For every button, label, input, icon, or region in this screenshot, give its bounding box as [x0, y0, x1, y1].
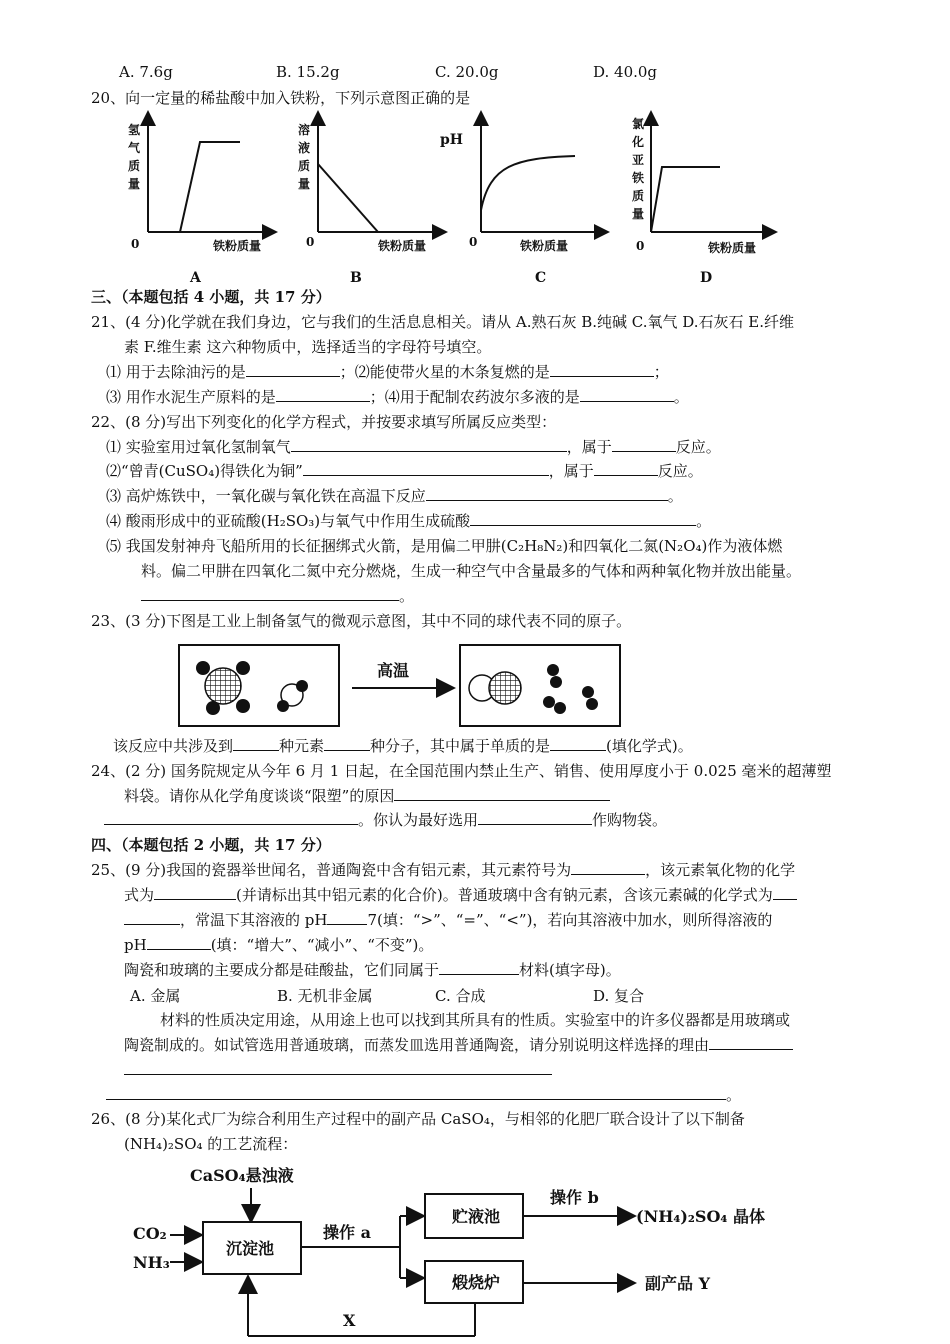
q25-blank-reason-3[interactable]	[106, 1085, 726, 1100]
q23-stem: 23、(3 分)下图是工业上制备氢气的微观示意图，其中不同的球代表不同的原子。	[91, 612, 632, 630]
q20-stem: 20、向一定量的稀盐酸中加入铁粉，下列示意图正确的是	[91, 89, 471, 107]
q21-line2: 素 F.维生素 这六种物质中，选择适当的字母符号填空。	[124, 338, 492, 356]
q26-line2: (NH₄)₂SO₄ 的工艺流程：	[124, 1135, 298, 1153]
q22-blank-1[interactable]	[291, 437, 567, 452]
graph-b-ylabel-0: 溶	[298, 123, 311, 137]
graph-c-letter: C	[535, 270, 547, 286]
reactants-box	[179, 645, 339, 726]
q21-blank-4[interactable]	[580, 387, 674, 402]
q25-blank-reason-2[interactable]	[124, 1060, 552, 1075]
graph-d-xlabel: 铁粉质量	[708, 241, 757, 255]
graph-a-curve	[180, 142, 240, 232]
flow-store-label: 贮液池	[452, 1207, 501, 1226]
graph-d	[631, 116, 770, 286]
q22-type-blank-1[interactable]	[612, 437, 676, 452]
graph-b-letter: B	[350, 270, 362, 286]
q25-option-d: D. 复合	[593, 987, 645, 1005]
q21-line1: 21、(4 分)化学就在我们身边，它与我们的生活息息相关。请从 A.熟石灰 B.纯碱 C.氧气 D.石灰石 E.纤维	[91, 313, 795, 331]
q25-line7: 材料的性质决定用途，从用途上也可以找到其所具有的性质。实验室中的许多仪器都是用玻璃或	[160, 1011, 791, 1029]
q25-line9	[124, 1060, 552, 1080]
q21-part1: ⑴ 用于去除油污的是 ；⑵能使带火星的木条复燃的是 ；	[106, 363, 669, 381]
q22-blank-4[interactable]	[470, 511, 696, 526]
q22-blank-2[interactable]	[303, 461, 549, 476]
q22-sub5-answer: 。	[141, 586, 414, 606]
q25-line5: 陶瓷和玻璃的主要成分都是硅酸盐，它们同属于 材料(填字母)。	[124, 961, 621, 979]
q25-blank-ph[interactable]	[327, 910, 367, 925]
graph-d-ylabel-1: 化	[632, 135, 645, 149]
q22-sub3: ⑶ 高炉炼铁中，一氧化碳与氧化铁在高温下反应 。	[106, 487, 683, 505]
graph-b-ylabel-1: 液	[298, 141, 311, 155]
graph-a	[128, 118, 270, 286]
q22-sub4: ⑷ 酸雨形成中的亚硫酸(H₂SO₃)与氧气中作用生成硫酸 。	[106, 512, 712, 530]
q24-blank-2[interactable]	[104, 810, 358, 825]
q22-stem: 22、(8 分)写出下列变化的化学方程式，并按要求填写所属反应类型：	[91, 413, 557, 431]
graph-d-ylabel-5: 量	[632, 207, 645, 221]
graph-b	[298, 118, 440, 286]
q25-blank-oxide[interactable]	[154, 885, 236, 900]
q20-graphs	[0, 110, 950, 290]
flow-furnace-label: 煅烧炉	[452, 1273, 501, 1292]
flow-op-a-label: 操作 a	[323, 1223, 371, 1242]
graph-d-letter: D	[700, 270, 713, 286]
q21-blank-1[interactable]	[246, 362, 340, 377]
q22-sub1: ⑴ 实验室用过氧化氢制氧气 ，属于 反应。	[106, 438, 721, 456]
q24-blank-1[interactable]	[394, 786, 610, 801]
q23-blank-3[interactable]	[550, 736, 606, 751]
graph-a-ylabel-0: 氢	[128, 123, 141, 137]
graph-d-curve	[651, 167, 720, 232]
q19-option-d: D. 40.0g	[593, 63, 658, 81]
q26-line1: 26、(8 分)某化式厂为综合利用生产过程中的副产品 CaSO₄，与相邻的化肥厂联合设计了以下制备	[91, 1110, 745, 1128]
q25-blank-reason-1[interactable]	[709, 1035, 793, 1050]
q25-line1: 25、(9 分)我国的瓷器举世闻名，普通陶瓷中含有铝元素，其元素符号为 ，该元素氧化物的化学	[91, 861, 796, 879]
q21-p3-label: ⑶ 用作水泥生产原料的是	[106, 388, 276, 406]
q22-sub5-line2: 料。偏二甲肼在四氧化二氮中充分燃烧，生成一种空气中含量最多的气体和两种氧化物并放出能量。	[141, 562, 802, 580]
q19-option-c: C. 20.0g	[435, 63, 499, 81]
q24-blank-3[interactable]	[478, 810, 592, 825]
q25-line4: pH (填：“增大”、“减小”、“不变”)。	[124, 936, 434, 954]
graph-a-ylabel-2: 质	[128, 159, 141, 173]
q25-blank-material[interactable]	[439, 960, 519, 975]
grid-atom	[205, 668, 241, 704]
graph-b-ylabel-2: 质	[298, 159, 311, 173]
reaction-condition: 高温	[377, 661, 410, 680]
q23-answer: 该反应中共涉及到 种元素 种分子，其中属于单质的是 (填化学式)。	[113, 737, 693, 755]
graph-b-origin: 0	[306, 235, 315, 249]
graph-c-curve	[481, 156, 575, 210]
q21-p1-label: ⑴ 用于去除油污的是	[106, 363, 246, 381]
graph-c-origin: 0	[469, 235, 478, 249]
q23-blank-1[interactable]	[233, 736, 279, 751]
q25-option-b: B. 无机非金属	[277, 987, 373, 1005]
q25-line10: 。	[106, 1085, 741, 1105]
q25-line3: ，常温下其溶液的 pH 7(填：“>”、“=”、“<”)，若向其溶液中加水，则所得溶液的	[124, 910, 772, 930]
q22-blank-5[interactable]	[141, 586, 399, 601]
q21-blank-2[interactable]	[550, 362, 654, 377]
q25-blank-symbol[interactable]	[571, 860, 645, 875]
graph-a-letter: A	[190, 270, 201, 286]
q24-line1: 24、(2 分) 国务院规定从今年 6 月 1 日起，在全国范围内禁止生产、销售、使用厚度小于 0.025 毫米的超薄塑	[91, 762, 832, 780]
flow-nh3-label: NH₃	[133, 1253, 170, 1272]
graph-c-xlabel: 铁粉质量	[520, 239, 569, 253]
q22-sub2: ⑵“曾青(CuSO₄)得铁化为铜” ，属于 反应。	[106, 462, 703, 480]
q21-part2: ⑶ 用作水泥生产原料的是 ；⑷用于配制农药波尔多液的是 。	[106, 388, 689, 406]
section-4-heading: 四、（本题包括 2 小题，共 17 分）	[91, 836, 331, 854]
q25-line2: 式为 (并请标出其中铝元素的化合价)。普通玻璃中含有钠元素，含该元素碱的化学式为	[124, 885, 797, 905]
flow-x-label: X	[343, 1311, 356, 1330]
graph-c-ylabel: pH	[440, 132, 464, 148]
q23-micro-diagram	[0, 640, 950, 735]
graph-d-origin: 0	[636, 239, 645, 253]
q25-blank-base[interactable]	[124, 910, 180, 925]
q24-line2: 料袋。请你从化学角度谈谈“限塑”的原因	[124, 786, 610, 806]
q22-sub5-line1: ⑸ 我国发射神舟飞船所用的长征捆绑式火箭，是用偏二甲肼(C₂H₈N₂)和四氧化二氮(N₂O₄)作为液体燃	[106, 537, 783, 555]
q19-option-a: A. 7.6g	[119, 63, 173, 81]
q25-option-a: A. 金属	[130, 987, 181, 1005]
q23-blank-2[interactable]	[324, 736, 370, 751]
flow-product-label: (NH₄)₂SO₄ 晶体	[636, 1207, 765, 1226]
flow-co2-label: CO₂	[133, 1224, 167, 1243]
flow-byproduct-label: 副产品 Y	[645, 1274, 710, 1293]
graph-d-ylabel-4: 质	[632, 189, 645, 203]
graph-a-origin: 0	[131, 237, 140, 251]
graph-c	[440, 118, 602, 286]
q19-option-b: B. 15.2g	[276, 63, 340, 81]
q22-blank-3[interactable]	[426, 486, 668, 501]
q21-blank-3[interactable]	[276, 387, 370, 402]
flow-tank-label: 沉淀池	[226, 1239, 275, 1258]
graph-a-xlabel: 铁粉质量	[213, 239, 262, 253]
flow-op-b-label: 操作 b	[550, 1188, 599, 1207]
q21-p2-label: ；⑵能使带火星的木条复燃的是	[339, 363, 550, 381]
graph-b-ylabel-3: 量	[298, 177, 311, 191]
section-3-heading: 三、（本题包括 4 小题，共 17 分）	[91, 288, 331, 306]
graph-a-ylabel-1: 气	[128, 141, 141, 155]
graph-d-ylabel-2: 亚	[632, 153, 645, 167]
q22-type-blank-2[interactable]	[594, 461, 658, 476]
q25-line8: 陶瓷制成的。如试管选用普通玻璃，而蒸发皿选用普通陶瓷，请分别说明这样选择的理由	[124, 1035, 793, 1055]
graph-d-ylabel-0: 氯	[632, 117, 645, 131]
graph-d-ylabel-3: 铁	[632, 171, 645, 185]
q21-p4-label: ；⑷用于配制农药波尔多液的是	[369, 388, 580, 406]
graph-a-ylabel-3: 量	[128, 177, 141, 191]
graph-b-xlabel: 铁粉质量	[378, 239, 427, 253]
flow-feed-label: CaSO₄悬浊液	[190, 1166, 294, 1185]
q25-option-c: C. 合成	[435, 987, 486, 1005]
q26-flow-diagram	[0, 1158, 950, 1343]
q25-blank-ph-change[interactable]	[147, 935, 211, 950]
q24-line3: 。你认为最好选用 作购物袋。	[104, 810, 667, 830]
graph-b-curve	[318, 164, 378, 232]
